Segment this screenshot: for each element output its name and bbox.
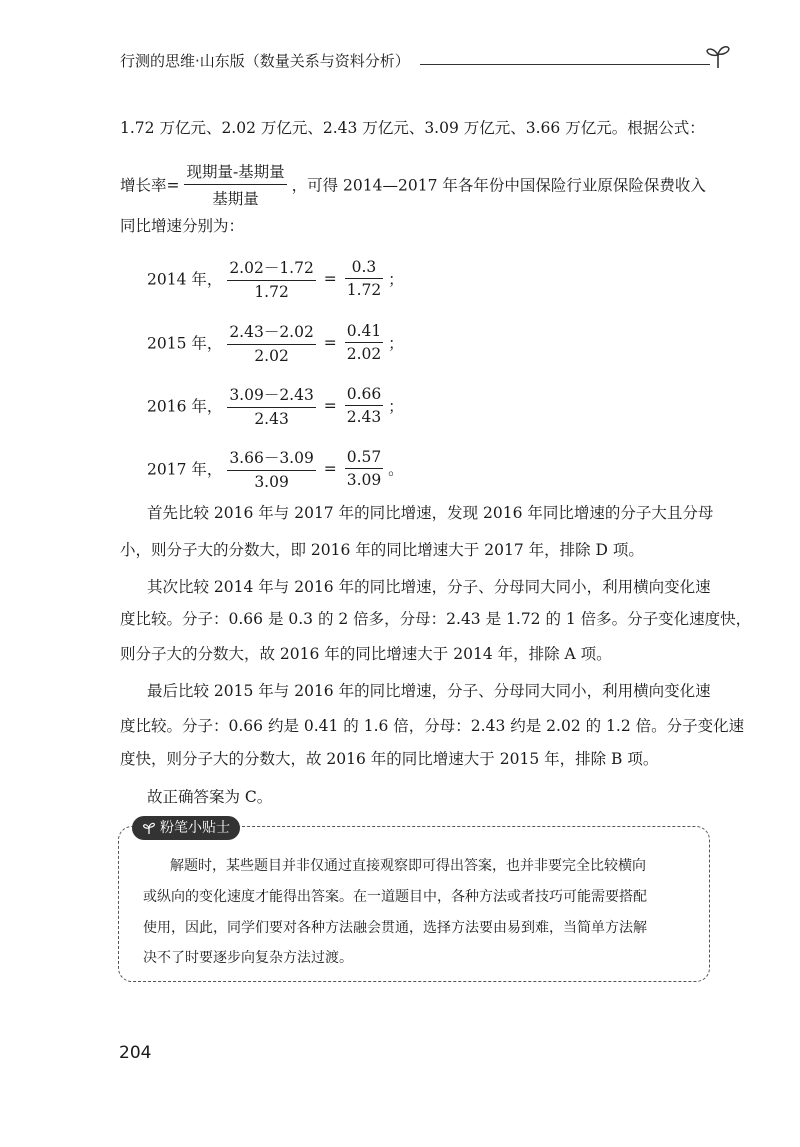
calc-fraction-left <box>227 446 316 491</box>
tip-line: 或纵向的变化速度才能得出答案。在一道题目中，各种方法或者技巧可能需要搭配 <box>143 889 647 905</box>
tip-line: 决不了时要逐步向复杂方法过渡。 <box>143 950 353 966</box>
equals-sign: = <box>323 396 337 415</box>
calc-fraction-right <box>345 322 384 363</box>
calc-row-2014 <box>147 256 404 301</box>
calc-numerator: 2.02－1.72 <box>227 256 316 281</box>
calc-fraction-right <box>345 385 384 426</box>
calc-fraction-left <box>227 383 316 428</box>
running-header <box>120 42 720 76</box>
calc-fraction-left <box>227 320 316 365</box>
tip-line: 使用，因此，同学们要对各种方法融会贯通，选择方法要由易到难，当简单方法解 <box>143 920 647 936</box>
calc-year: 2016 年， <box>147 397 223 416</box>
calc-fraction-right <box>345 448 384 489</box>
formula-continuation: 同比增速分别为： <box>120 217 245 235</box>
paragraph-line: 度快，则分子大的分数大，故 2016 年的同比增速大于 2015 年，排除 B 项。 <box>120 750 659 768</box>
calc-denominator: 1.72 <box>254 283 289 301</box>
calc-numerator: 3.66－3.09 <box>227 446 316 471</box>
calc-denominator: 2.02 <box>346 345 382 363</box>
calc-denominator: 1.72 <box>346 281 382 299</box>
calc-fraction-right <box>345 258 384 299</box>
sprout-icon <box>142 821 156 835</box>
calc-numerator: 2.43－2.02 <box>227 320 316 345</box>
paragraph-line: 则分子大的分数大，故 2016 年的同比增速大于 2014 年，排除 A 项。 <box>120 645 612 663</box>
calc-numerator: 0.41 <box>345 322 384 343</box>
calc-year: 2015 年， <box>147 334 223 353</box>
calc-denominator: 3.09 <box>254 473 289 491</box>
sprout-icon <box>704 42 732 70</box>
equals-sign: = <box>323 269 337 288</box>
formula-denominator: 基期量 <box>212 190 259 208</box>
calc-row-2017 <box>147 446 404 491</box>
calc-end: 。 <box>388 460 404 479</box>
calc-end: ； <box>388 397 404 416</box>
calc-denominator: 2.43 <box>346 408 382 426</box>
calc-numerator: 0.3 <box>345 258 384 279</box>
answer-line: 故正确答案为 C。 <box>147 788 273 806</box>
formula-suffix: ，可得 2014—2017 年各年份中国保险行业原保险保费收入 <box>291 176 706 195</box>
calc-fraction-left <box>227 256 316 301</box>
paragraph-line: 首先比较 2016 年与 2017 年的同比增速，发现 2016 年同比增速的分子大且分母 <box>147 504 714 522</box>
paragraph-line: 度比较。分子：0.66 约是 0.41 的 1.6 倍，分母：2.43 约是 2.02 的 1.2 倍。分子变化速 <box>120 717 745 735</box>
calc-end: ； <box>388 334 404 353</box>
header-title: 行测的思维·山东版（数量关系与资料分析） <box>120 52 410 70</box>
paragraph-line: 度比较。分子：0.66 是 0.3 的 2 倍多，分母：2.43 是 1.72 的 1 倍多。分子变化速度快， <box>120 610 752 628</box>
growth-rate-formula <box>120 160 706 209</box>
calc-numerator: 0.57 <box>345 448 384 469</box>
paragraph-line: 最后比较 2015 年与 2016 年的同比增速，分子、分母同大同小，利用横向变化速 <box>147 682 711 700</box>
calc-year: 2014 年， <box>147 270 223 289</box>
paragraph-line: 小，则分子大的分数大，即 2016 年的同比增速大于 2017 年，排除 D 项。 <box>120 541 644 559</box>
calc-row-2015 <box>147 320 404 365</box>
formula-numerator: 现期量-基期量 <box>184 160 286 185</box>
paragraph-line: 其次比较 2014 年与 2016 年的同比增速，分子、分母同大同小，利用横向变化速 <box>147 578 711 596</box>
tip-line: 解题时，某些题目并非仅通过直接观察即可得出答案，也并非要完全比较横向 <box>170 858 646 874</box>
calc-denominator: 2.02 <box>254 347 289 365</box>
page-number: 204 <box>119 1043 152 1063</box>
equals-sign: = <box>323 459 337 478</box>
formula-label: 增长率= <box>120 176 180 195</box>
calc-end: ； <box>388 270 404 289</box>
equals-sign: = <box>323 333 337 352</box>
calc-row-2016 <box>147 383 404 428</box>
calc-denominator: 2.43 <box>254 410 289 428</box>
tip-title: 粉笔小贴士 <box>160 820 230 836</box>
formula-fraction <box>184 160 286 209</box>
calc-numerator: 3.09－2.43 <box>227 383 316 408</box>
calc-numerator: 0.66 <box>345 385 384 406</box>
calc-year: 2017 年， <box>147 460 223 479</box>
tip-title-badge <box>132 816 240 840</box>
calc-denominator: 3.09 <box>346 471 382 489</box>
intro-line: 1.72 万亿元、2.02 万亿元、2.43 万亿元、3.09 万亿元、3.66 万亿元。根据公式： <box>120 119 705 137</box>
header-rule <box>420 64 710 65</box>
